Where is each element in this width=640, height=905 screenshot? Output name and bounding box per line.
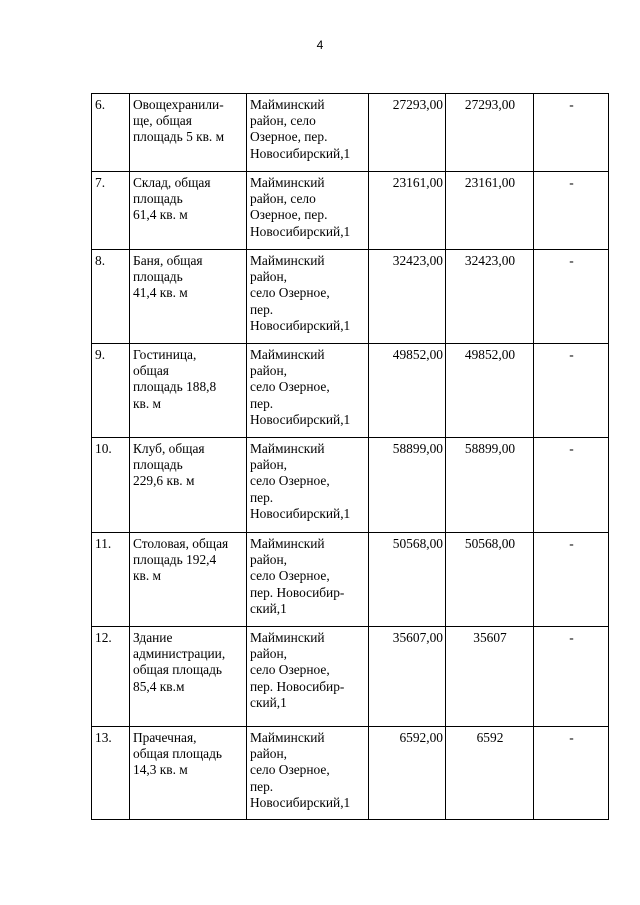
value-cell-2: 49852,00 xyxy=(446,344,534,438)
value-cell-2: 50568,00 xyxy=(446,533,534,627)
table-row xyxy=(92,344,609,438)
value-cell-2: 35607 xyxy=(446,627,534,727)
row-number: 13. xyxy=(92,727,130,820)
value-cell-3: - xyxy=(534,344,609,438)
property-address: Майминский район, село Озерное, пер. Новосибирский,1 xyxy=(247,727,369,820)
property-address: Майминский район, село Озерное, пер. Новосибир- ский,1 xyxy=(247,627,369,727)
table-row xyxy=(92,94,609,172)
row-number: 10. xyxy=(92,438,130,533)
property-name: Прачечная, общая площадь 14,3 кв. м xyxy=(130,727,247,820)
table-row xyxy=(92,727,609,820)
property-name: Клуб, общая площадь 229,6 кв. м xyxy=(130,438,247,533)
property-address: Майминский район, село Озерное, пер. Новосибирский,1 xyxy=(247,344,369,438)
table-row xyxy=(92,172,609,250)
row-number: 8. xyxy=(92,250,130,344)
table-row xyxy=(92,533,609,627)
value-cell-3: - xyxy=(534,250,609,344)
property-name: Гостиница, общая площадь 188,8 кв. м xyxy=(130,344,247,438)
value-cell-1: 32423,00 xyxy=(369,250,446,344)
value-cell-2: 32423,00 xyxy=(446,250,534,344)
value-cell-3: - xyxy=(534,94,609,172)
value-cell-1: 50568,00 xyxy=(369,533,446,627)
row-number: 12. xyxy=(92,627,130,727)
property-name: Баня, общая площадь 41,4 кв. м xyxy=(130,250,247,344)
property-name: Овощехранили- ще, общая площадь 5 кв. м xyxy=(130,94,247,172)
value-cell-1: 27293,00 xyxy=(369,94,446,172)
property-address: Майминский район, село Озерное, пер. Новосибирский,1 xyxy=(247,250,369,344)
value-cell-2: 6592 xyxy=(446,727,534,820)
value-cell-1: 23161,00 xyxy=(369,172,446,250)
value-cell-1: 58899,00 xyxy=(369,438,446,533)
value-cell-1: 6592,00 xyxy=(369,727,446,820)
value-cell-3: - xyxy=(534,172,609,250)
value-cell-3: - xyxy=(534,438,609,533)
value-cell-3: - xyxy=(534,533,609,627)
table-row xyxy=(92,627,609,727)
row-number: 9. xyxy=(92,344,130,438)
property-address: Майминский район, село Озерное, пер. Новосибирский,1 xyxy=(247,438,369,533)
value-cell-2: 27293,00 xyxy=(446,94,534,172)
property-name: Склад, общая площадь 61,4 кв. м xyxy=(130,172,247,250)
property-name: Столовая, общая площадь 192,4 кв. м xyxy=(130,533,247,627)
property-address: Майминский район, село Озерное, пер. Новосибир- ский,1 xyxy=(247,533,369,627)
value-cell-2: 58899,00 xyxy=(446,438,534,533)
row-number: 6. xyxy=(92,94,130,172)
value-cell-1: 49852,00 xyxy=(369,344,446,438)
row-number: 11. xyxy=(92,533,130,627)
value-cell-1: 35607,00 xyxy=(369,627,446,727)
row-number: 7. xyxy=(92,172,130,250)
page-number: 4 xyxy=(316,38,324,52)
value-cell-3: - xyxy=(534,727,609,820)
property-name: Здание администрации, общая площадь 85,4 кв.м xyxy=(130,627,247,727)
table-row xyxy=(92,438,609,533)
table-row xyxy=(92,250,609,344)
value-cell-2: 23161,00 xyxy=(446,172,534,250)
property-address: Майминский район, село Озерное, пер. Новосибирский,1 xyxy=(247,94,369,172)
property-address: Майминский район, село Озерное, пер. Новосибирский,1 xyxy=(247,172,369,250)
property-table xyxy=(91,93,609,820)
value-cell-3: - xyxy=(534,627,609,727)
